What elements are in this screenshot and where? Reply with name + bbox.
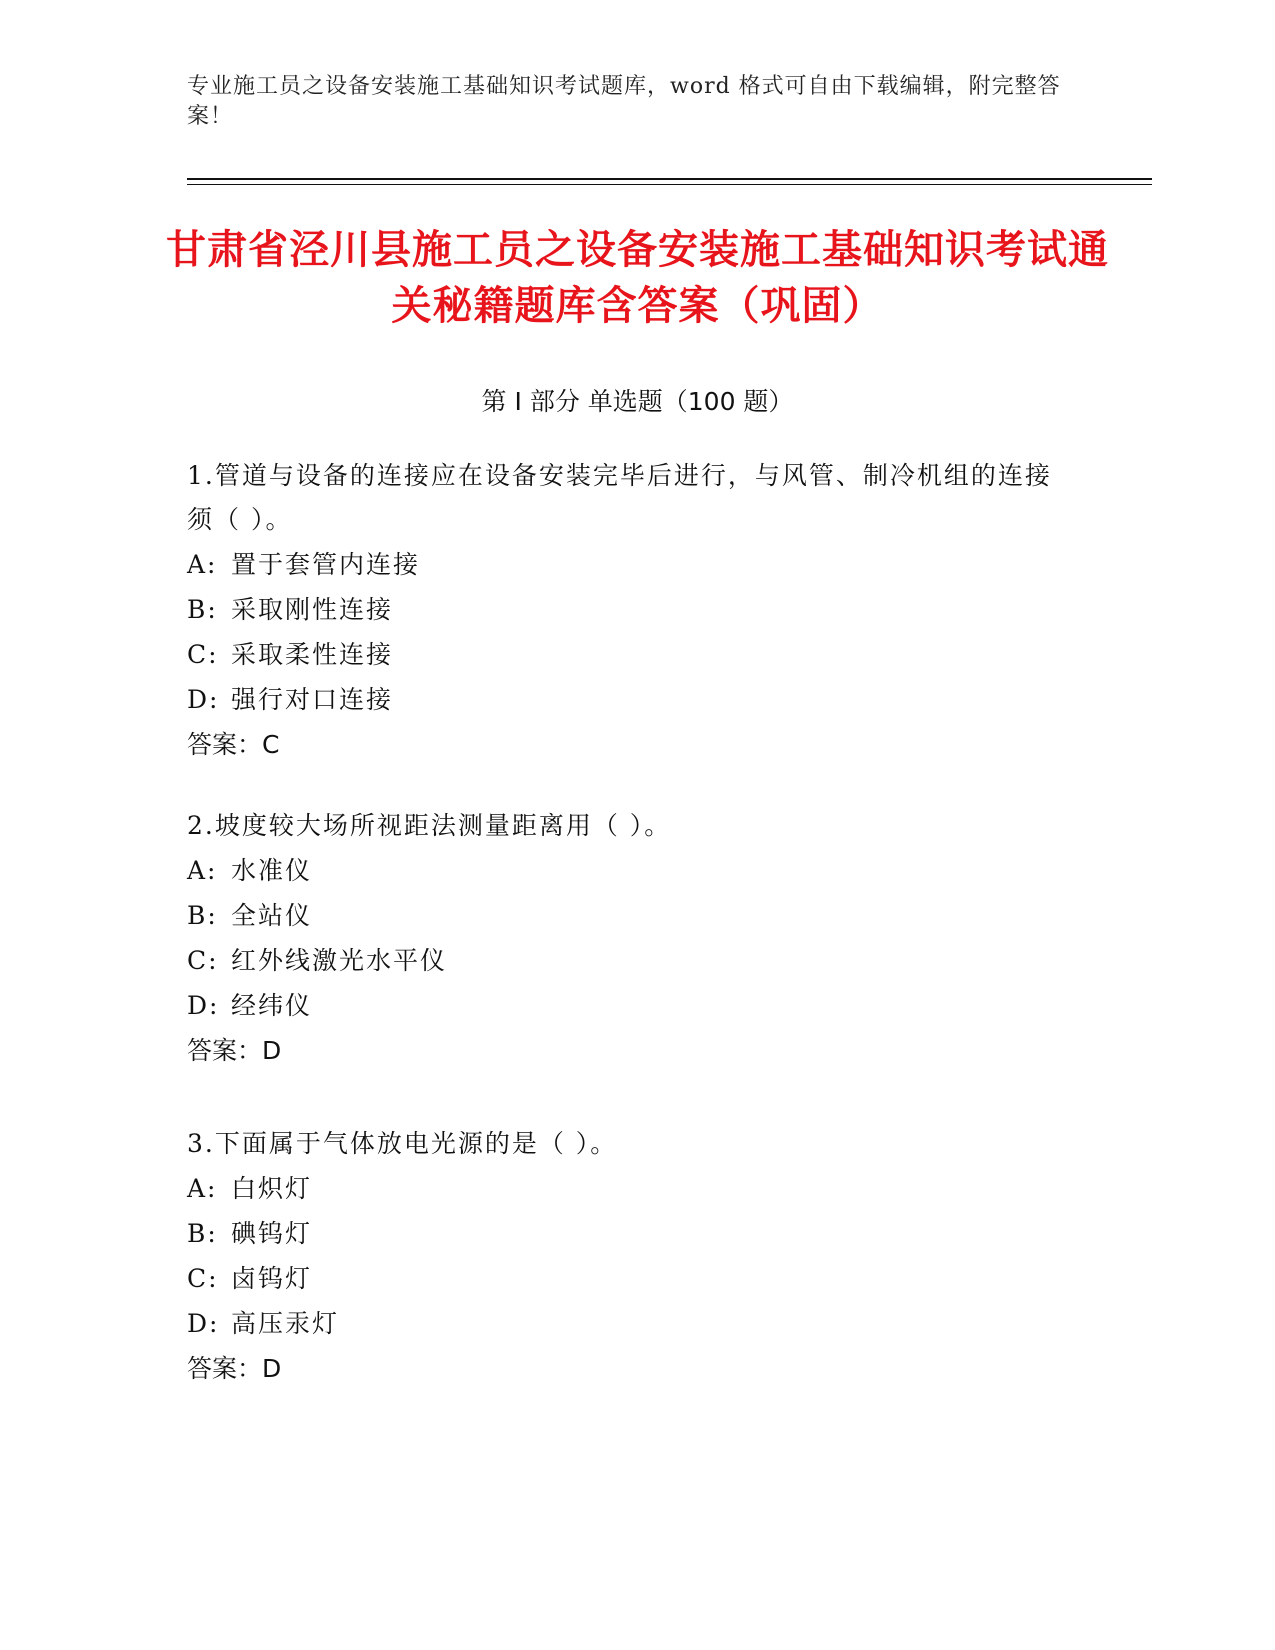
option-text: 经纬仪 xyxy=(231,991,313,1020)
header-note: 专业施工员之设备安装施工基础知识考试题库，word 格式可自由下载编辑，附完整答案！ xyxy=(187,74,1061,129)
option-key: A: xyxy=(187,1174,218,1203)
answer: 答案：D xyxy=(187,1354,282,1383)
question-stem: 2.坡度较大场所视距法测量距离用（ ）。 xyxy=(187,811,672,840)
option-text: 采取柔性连接 xyxy=(231,640,394,669)
option-key: C: xyxy=(187,1264,219,1293)
option-a xyxy=(187,848,1067,893)
option-text: 置于套管内连接 xyxy=(231,550,421,579)
document-title: 甘肃省泾川县施工员之设备安装施工基础知识考试通关秘籍题库含答案（巩固） xyxy=(166,227,1109,329)
question-stem: 1.管道与设备的连接应在设备安装完毕后进行，与风管、制冷机组的连接须（ ）。 xyxy=(187,461,1052,534)
option-text: 卤钨灯 xyxy=(231,1264,313,1293)
question-3 xyxy=(187,1122,1067,1391)
option-key: D: xyxy=(187,1309,220,1338)
option-c xyxy=(187,632,1067,677)
option-d xyxy=(187,983,1067,1028)
option-d xyxy=(187,677,1067,722)
question-1 xyxy=(187,454,1067,767)
option-text: 红外线激光水平仪 xyxy=(231,946,448,975)
option-text: 全站仪 xyxy=(231,901,313,930)
option-key: A: xyxy=(187,550,218,579)
option-text: 强行对口连接 xyxy=(231,685,394,714)
option-d xyxy=(187,1301,1067,1346)
option-key: D: xyxy=(187,685,220,714)
answer: 答案：C xyxy=(187,730,280,759)
option-key: B: xyxy=(187,595,218,624)
option-text: 高压汞灯 xyxy=(231,1309,340,1338)
header-rule-thick xyxy=(187,178,1152,180)
option-b xyxy=(187,587,1067,632)
option-key: B: xyxy=(187,1219,218,1248)
option-c xyxy=(187,938,1067,983)
option-a xyxy=(187,1166,1067,1211)
option-b xyxy=(187,893,1067,938)
option-key: A: xyxy=(187,856,218,885)
answer: 答案：D xyxy=(187,1036,282,1065)
option-c xyxy=(187,1256,1067,1301)
option-text: 白炽灯 xyxy=(231,1174,313,1203)
section-heading: 第 I 部分 单选题（100 题） xyxy=(481,387,794,416)
option-key: C: xyxy=(187,946,219,975)
option-a xyxy=(187,542,1067,587)
question-2 xyxy=(187,804,1067,1073)
option-text: 水准仪 xyxy=(231,856,313,885)
option-text: 碘钨灯 xyxy=(231,1219,313,1248)
option-key: D: xyxy=(187,991,220,1020)
question-stem: 3.下面属于气体放电光源的是（ ）。 xyxy=(187,1129,618,1158)
header-rule-thin xyxy=(187,184,1152,185)
option-b xyxy=(187,1211,1067,1256)
option-key: C: xyxy=(187,640,219,669)
option-key: B: xyxy=(187,901,218,930)
option-text: 采取刚性连接 xyxy=(231,595,394,624)
